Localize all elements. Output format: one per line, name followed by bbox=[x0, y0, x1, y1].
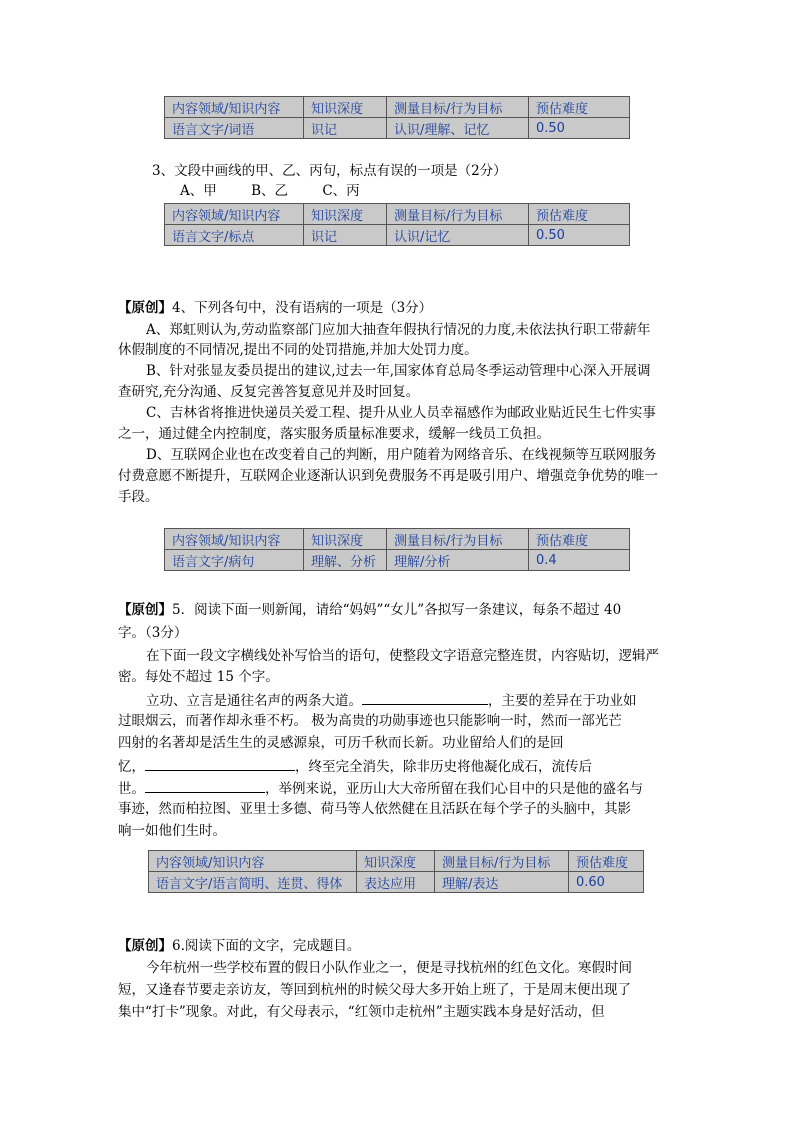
q4-line: B、针对张显友委员提出的建议,过去一年,国家体育总局冬季运动管理中心深入开展调 bbox=[146, 363, 651, 379]
q5-passage-line: 过眼烟云，而著作却永垂不朽。 极为高贵的功勋事迹也只能影响一时，然而一部光芒 bbox=[118, 713, 622, 729]
header-cell: 预估难度 bbox=[529, 529, 630, 550]
table-row bbox=[165, 118, 630, 139]
passage-text: 忆， bbox=[118, 759, 145, 775]
header-cell: 内容领域/知识内容 bbox=[165, 97, 304, 118]
header-cell: 内容领域/知识内容 bbox=[165, 204, 304, 225]
header-cell: 测量目标/行为目标 bbox=[435, 851, 569, 872]
table-row bbox=[165, 550, 630, 571]
q5-passage-line bbox=[118, 756, 592, 776]
passage-text: 世。 bbox=[118, 781, 145, 797]
q3-options: A、甲 B、乙 C、丙 bbox=[180, 183, 360, 199]
table-cell: 语言文字/病句 bbox=[165, 550, 304, 571]
table-cell: 0.4 bbox=[529, 550, 630, 571]
passage-text: ，举例来说，亚历山大大帝所留在我们心目中的只是他的盛名与 bbox=[265, 781, 643, 797]
header-cell: 知识深度 bbox=[357, 851, 435, 872]
table-2 bbox=[164, 203, 630, 246]
table-cell: 语言文字/语言简明、连贯、得体 bbox=[149, 872, 357, 893]
q6-line: 短，又逢春节要走亲访友，等回到杭州的时候父母大多开始上班了，于是周末便出现了 bbox=[118, 982, 631, 998]
table-3 bbox=[164, 528, 630, 571]
table-cell: 识记 bbox=[304, 225, 387, 246]
q4-line: 付费意愿不断提升，互联网企业逐渐认识到免费服务不再是吸引用户、增强竞争优势的唯一 bbox=[118, 468, 658, 484]
q5-passage-line: 响一如他们生时。 bbox=[118, 823, 226, 839]
table-cell: 表达应用 bbox=[357, 872, 435, 893]
q5-passage-line: 事迹，然而柏拉图、亚里士多德、荷马等人依然健在且活跃在每个学子的头脑中，其影 bbox=[118, 801, 631, 817]
table-cell: 识记 bbox=[304, 118, 387, 139]
table-cell: 认识/理解、记忆 bbox=[387, 118, 529, 139]
q6-heading bbox=[118, 937, 360, 955]
passage-text: 立功、立言是通往名声的两条大道。 bbox=[146, 693, 362, 709]
q6-line: 集中“打卡”现象。对此，有父母表示，“红领巾走杭州”主题实践本身是好活动，但 bbox=[118, 1004, 605, 1020]
q5-passage-line bbox=[146, 690, 637, 710]
original-tag: 【原创】 bbox=[118, 602, 172, 618]
q3-stem: 3、文段中画线的甲、乙、丙句，标点有误的一项是（2分） bbox=[152, 163, 507, 179]
table-cell: 语言文字/标点 bbox=[165, 225, 304, 246]
table-row bbox=[165, 225, 630, 246]
table-header-row bbox=[149, 851, 644, 872]
fill-blank-2[interactable] bbox=[145, 756, 295, 771]
q4-line: 查研究,充分沟通、反复完善答复意见并及时回复。 bbox=[118, 384, 420, 400]
q5-passage-line: 四射的名著却是活生生的灵感源泉，可历千秋而长新。功业留给人们的是回 bbox=[118, 735, 564, 751]
q5-sub-line: 在下面一段文字横线处补写恰当的语句，使整段文字语意完整连贯，内容贴切，逻辑严 bbox=[146, 648, 659, 664]
header-cell: 预估难度 bbox=[529, 97, 630, 118]
q4-line: D、互联网企业也在改变着自己的判断，用户随着为网络音乐、在线视频等互联网服务 bbox=[146, 447, 657, 463]
q4-line: 之一，通过健全内控制度，落实服务质量标准要求，缓解一线员工负担。 bbox=[118, 426, 550, 442]
q6-line: 今年杭州一些学校布置的假日小队作业之一，便是寻找杭州的红色文化。寒假时间 bbox=[146, 960, 632, 976]
table-cell: 0.50 bbox=[529, 118, 630, 139]
header-cell: 预估难度 bbox=[529, 204, 630, 225]
table-row bbox=[149, 872, 644, 893]
q4-heading bbox=[118, 299, 432, 317]
table-cell: 认识/记忆 bbox=[387, 225, 529, 246]
table-header-row bbox=[165, 529, 630, 550]
table-cell: 理解/表达 bbox=[435, 872, 569, 893]
q5-passage-line bbox=[118, 778, 643, 798]
table-4 bbox=[148, 850, 644, 893]
q4-line: 休假制度的不同情况,提出不同的处罚措施,并加大处罚力度。 bbox=[118, 342, 478, 358]
q4-line: 手段。 bbox=[118, 489, 159, 505]
q4-line: A、郑虹则认为,劳动监察部门应加大抽查年假执行情况的力度,未依法执行职工带薪年 bbox=[146, 322, 651, 338]
q5-sub-line: 密。每处不超过 15 个字。 bbox=[118, 669, 279, 685]
header-cell: 内容领域/知识内容 bbox=[165, 529, 304, 550]
header-cell: 测量目标/行为目标 bbox=[387, 204, 529, 225]
header-cell: 测量目标/行为目标 bbox=[387, 529, 529, 550]
header-cell: 预估难度 bbox=[569, 851, 644, 872]
header-cell: 测量目标/行为目标 bbox=[387, 97, 529, 118]
q5-heading bbox=[118, 601, 621, 619]
table-cell: 理解、分析 bbox=[304, 550, 387, 571]
header-cell: 知识深度 bbox=[304, 97, 387, 118]
q4-stem: 4、下列各句中，没有语病的一项是（3分） bbox=[172, 300, 433, 316]
original-tag: 【原创】 bbox=[118, 300, 172, 316]
q6-stem: 6.阅读下面的文字，完成题目。 bbox=[172, 938, 361, 954]
original-tag: 【原创】 bbox=[118, 938, 172, 954]
q4-line: C、吉林省将推进快递员关爱工程、提升从业人员幸福感作为邮政业贴近民生七件实事 bbox=[146, 405, 656, 421]
header-cell: 知识深度 bbox=[304, 204, 387, 225]
table-cell: 语言文字/词语 bbox=[165, 118, 304, 139]
q5-stem: 5．阅读下面一则新闻，请给“妈妈”“女儿”各拟写一条建议，每条不超过 40 bbox=[172, 602, 622, 618]
table-header-row bbox=[165, 204, 630, 225]
header-cell: 内容领域/知识内容 bbox=[149, 851, 357, 872]
q5-stem-cont: 字。（3分） bbox=[118, 625, 188, 641]
table-cell: 理解/分析 bbox=[387, 550, 529, 571]
passage-text: ，终至完全消失，除非历史将他凝化成石，流传后 bbox=[295, 759, 592, 775]
passage-text: ，主要的差异在于功业如 bbox=[488, 693, 637, 709]
table-cell: 0.60 bbox=[569, 872, 644, 893]
table-cell: 0.50 bbox=[529, 225, 630, 246]
fill-blank-1[interactable] bbox=[362, 690, 488, 705]
table-1 bbox=[164, 96, 630, 139]
header-cell: 知识深度 bbox=[304, 529, 387, 550]
table-header-row bbox=[165, 97, 630, 118]
fill-blank-3[interactable] bbox=[145, 778, 265, 793]
